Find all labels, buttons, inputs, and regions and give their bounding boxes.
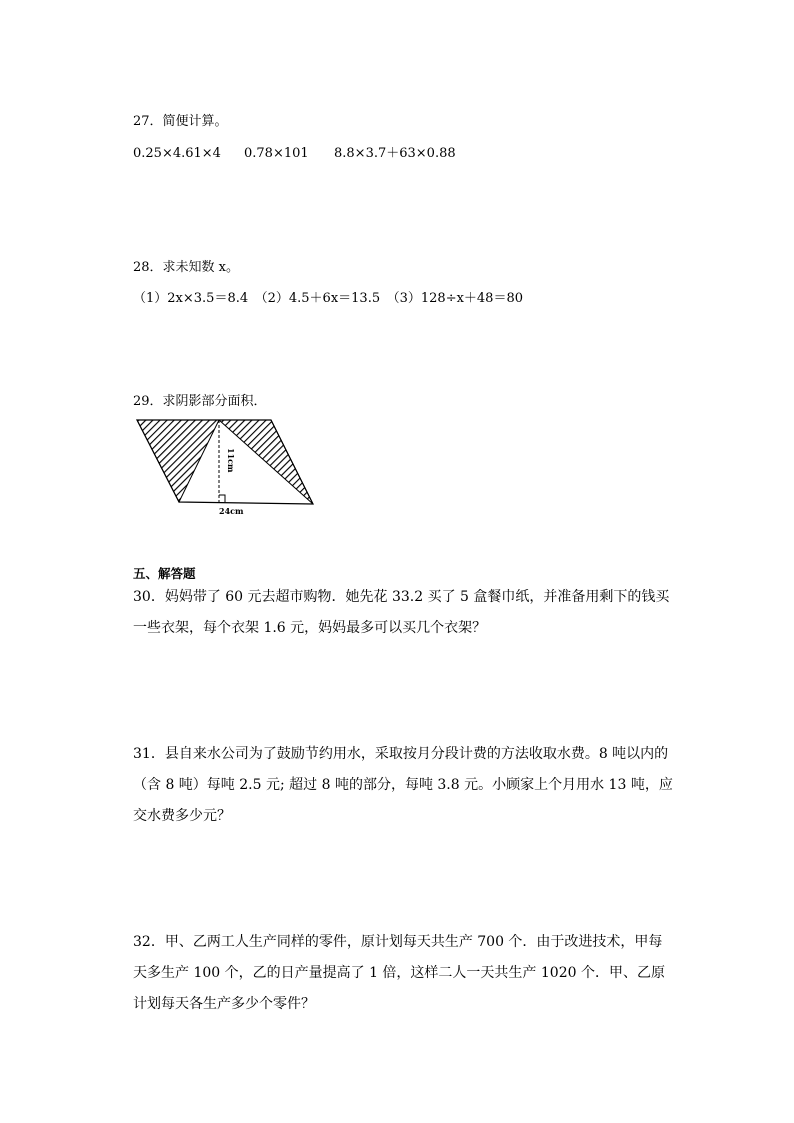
q27-expressions (133, 142, 456, 161)
q29-title: 29．求阴影部分面积． (133, 394, 267, 409)
q31-text: 31．县自来水公司为了鼓励节约用水，采取按月分段计费的方法收取水费。8 吨以内的（含 8 吨）每吨 2.5 元; 超过 8 吨的部分，每吨 3.8 元。小顾家上个月用水 13 吨，应交水费多少元？ (133, 746, 673, 824)
q28-title: 28．求未知数 x。 (133, 260, 240, 275)
shaded-area-figure (133, 418, 323, 522)
right-angle-mark (219, 495, 225, 502)
height-label: 11cm (226, 448, 236, 473)
q27-expr-3: 8.8×3.7＋63×0.88 (334, 146, 456, 161)
q30-text: 30．妈妈带了 60 元去超市购物．她先花 33.2 买了 5 盒餐巾纸，并准备用剩下的钱买一些衣架，每个衣架 1.6 元，妈妈最多可以买几个衣架？ (133, 589, 670, 636)
q27-title: 27．简便计算。 (133, 114, 228, 129)
section-5-heading: 五、解答题 (133, 566, 196, 581)
q28-items: （1）2x×3.5＝8.4 （2）4.5＋6x＝13.5 （3）128÷x＋48＝80 (133, 291, 524, 306)
q27-expr-1: 0.25×4.61×4 (133, 146, 221, 161)
shaded-triangle-left (137, 420, 219, 502)
base-label: 24cm (219, 506, 244, 516)
parallelogram-diagram (133, 418, 323, 518)
q27-expr-2: 0.78×101 (244, 146, 309, 161)
q32-text: 32．甲、乙两工人生产同样的零件，原计划每天共生产 700 个．由于改进技术，甲每天多生产 100 个，乙的日产量提高了 1 倍，这样二人一天共生产 1020 个．甲、乙原计划每天各生产多少个零件？ (133, 934, 665, 1012)
